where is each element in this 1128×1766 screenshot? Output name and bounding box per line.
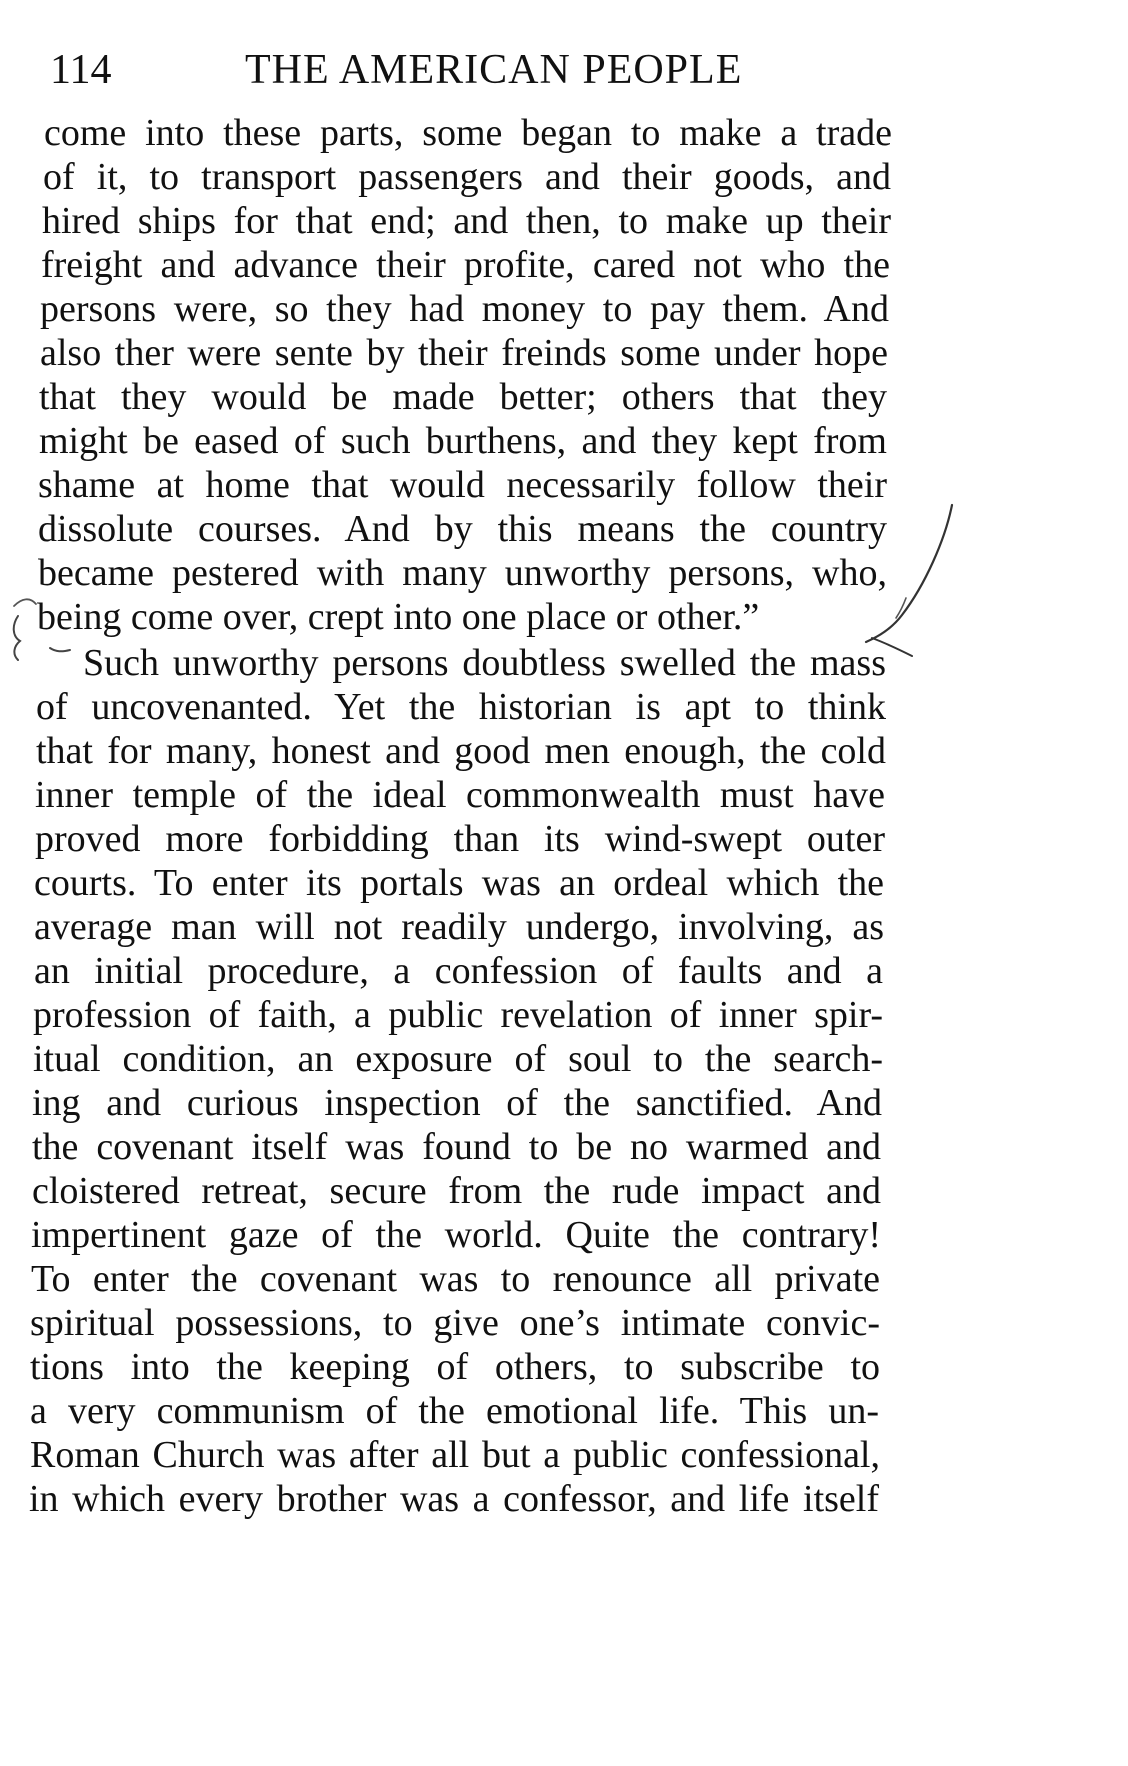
text-line: inner temple of the ideal commonwealth must have (35, 774, 885, 816)
text-line: freight and advance their profite, cared not who the (41, 244, 890, 286)
text-line: persons were, so they had money to pay them. And (40, 288, 889, 330)
text-line: that for many, honest and good men enough, the cold (36, 730, 886, 772)
running-title: THE AMERICAN PEOPLE (245, 47, 743, 93)
text-line: proved more forbidding than its wind-swept outer (35, 818, 885, 860)
text-line: of it, to transport passengers and their goods, and (43, 156, 891, 198)
text-line: ing and curious inspection of the sanctified. And (32, 1082, 882, 1124)
text-line: shame at home that would necessarily follow their (38, 464, 887, 506)
text-line: average man will not readily undergo, involving, as (34, 906, 884, 948)
text-line: in which every brother was a confessor, and life itself (29, 1478, 879, 1520)
text-line: hired ships for that end; and then, to make up their (42, 200, 891, 242)
text-line: cloistered retreat, secure from the rude impact and (32, 1170, 881, 1212)
text-line: spiritual possessions, to give one’s intimate convic- (30, 1302, 880, 1344)
page-number: 114 (50, 47, 112, 93)
text-line: a very communism of the emotional life. This un- (30, 1390, 879, 1432)
text-line: tions into the keeping of others, to subscribe to (30, 1346, 880, 1388)
text-line: of uncovenanted. Yet the historian is apt to think (36, 686, 886, 728)
text-line: being come over, crept into one place or other.” (37, 596, 760, 638)
text-line: Such unworthy persons doubtless swelled the mass (83, 642, 886, 684)
text-line: that they would be made better; others that they (39, 376, 887, 418)
text-line: the covenant itself was found to be no warmed and (32, 1126, 881, 1168)
text-line: an initial procedure, a confession of faults and a (34, 950, 883, 992)
text-line: Roman Church was after all but a public confessional, (30, 1434, 880, 1476)
text-line: dissolute courses. And by this means the country (38, 508, 887, 550)
text-line: courts. To enter its portals was an ordeal which the (34, 862, 884, 904)
text-line: might be eased of such burthens, and they kept from (39, 420, 887, 462)
text-line: come into these parts, some began to make a trade (44, 112, 892, 154)
text-line: impertinent gaze of the world. Quite the contrary! (31, 1214, 881, 1256)
text-line: itual condition, an exposure of soul to the search- (33, 1038, 883, 1080)
text-line: profession of faith, a public revelation of inner spir- (33, 994, 883, 1036)
text-line: To enter the covenant was to renounce all private (31, 1258, 880, 1300)
text-line: also ther were sente by their freinds some under hope (40, 332, 888, 374)
text-line: became pestered with many unworthy persons, who, (38, 552, 887, 594)
